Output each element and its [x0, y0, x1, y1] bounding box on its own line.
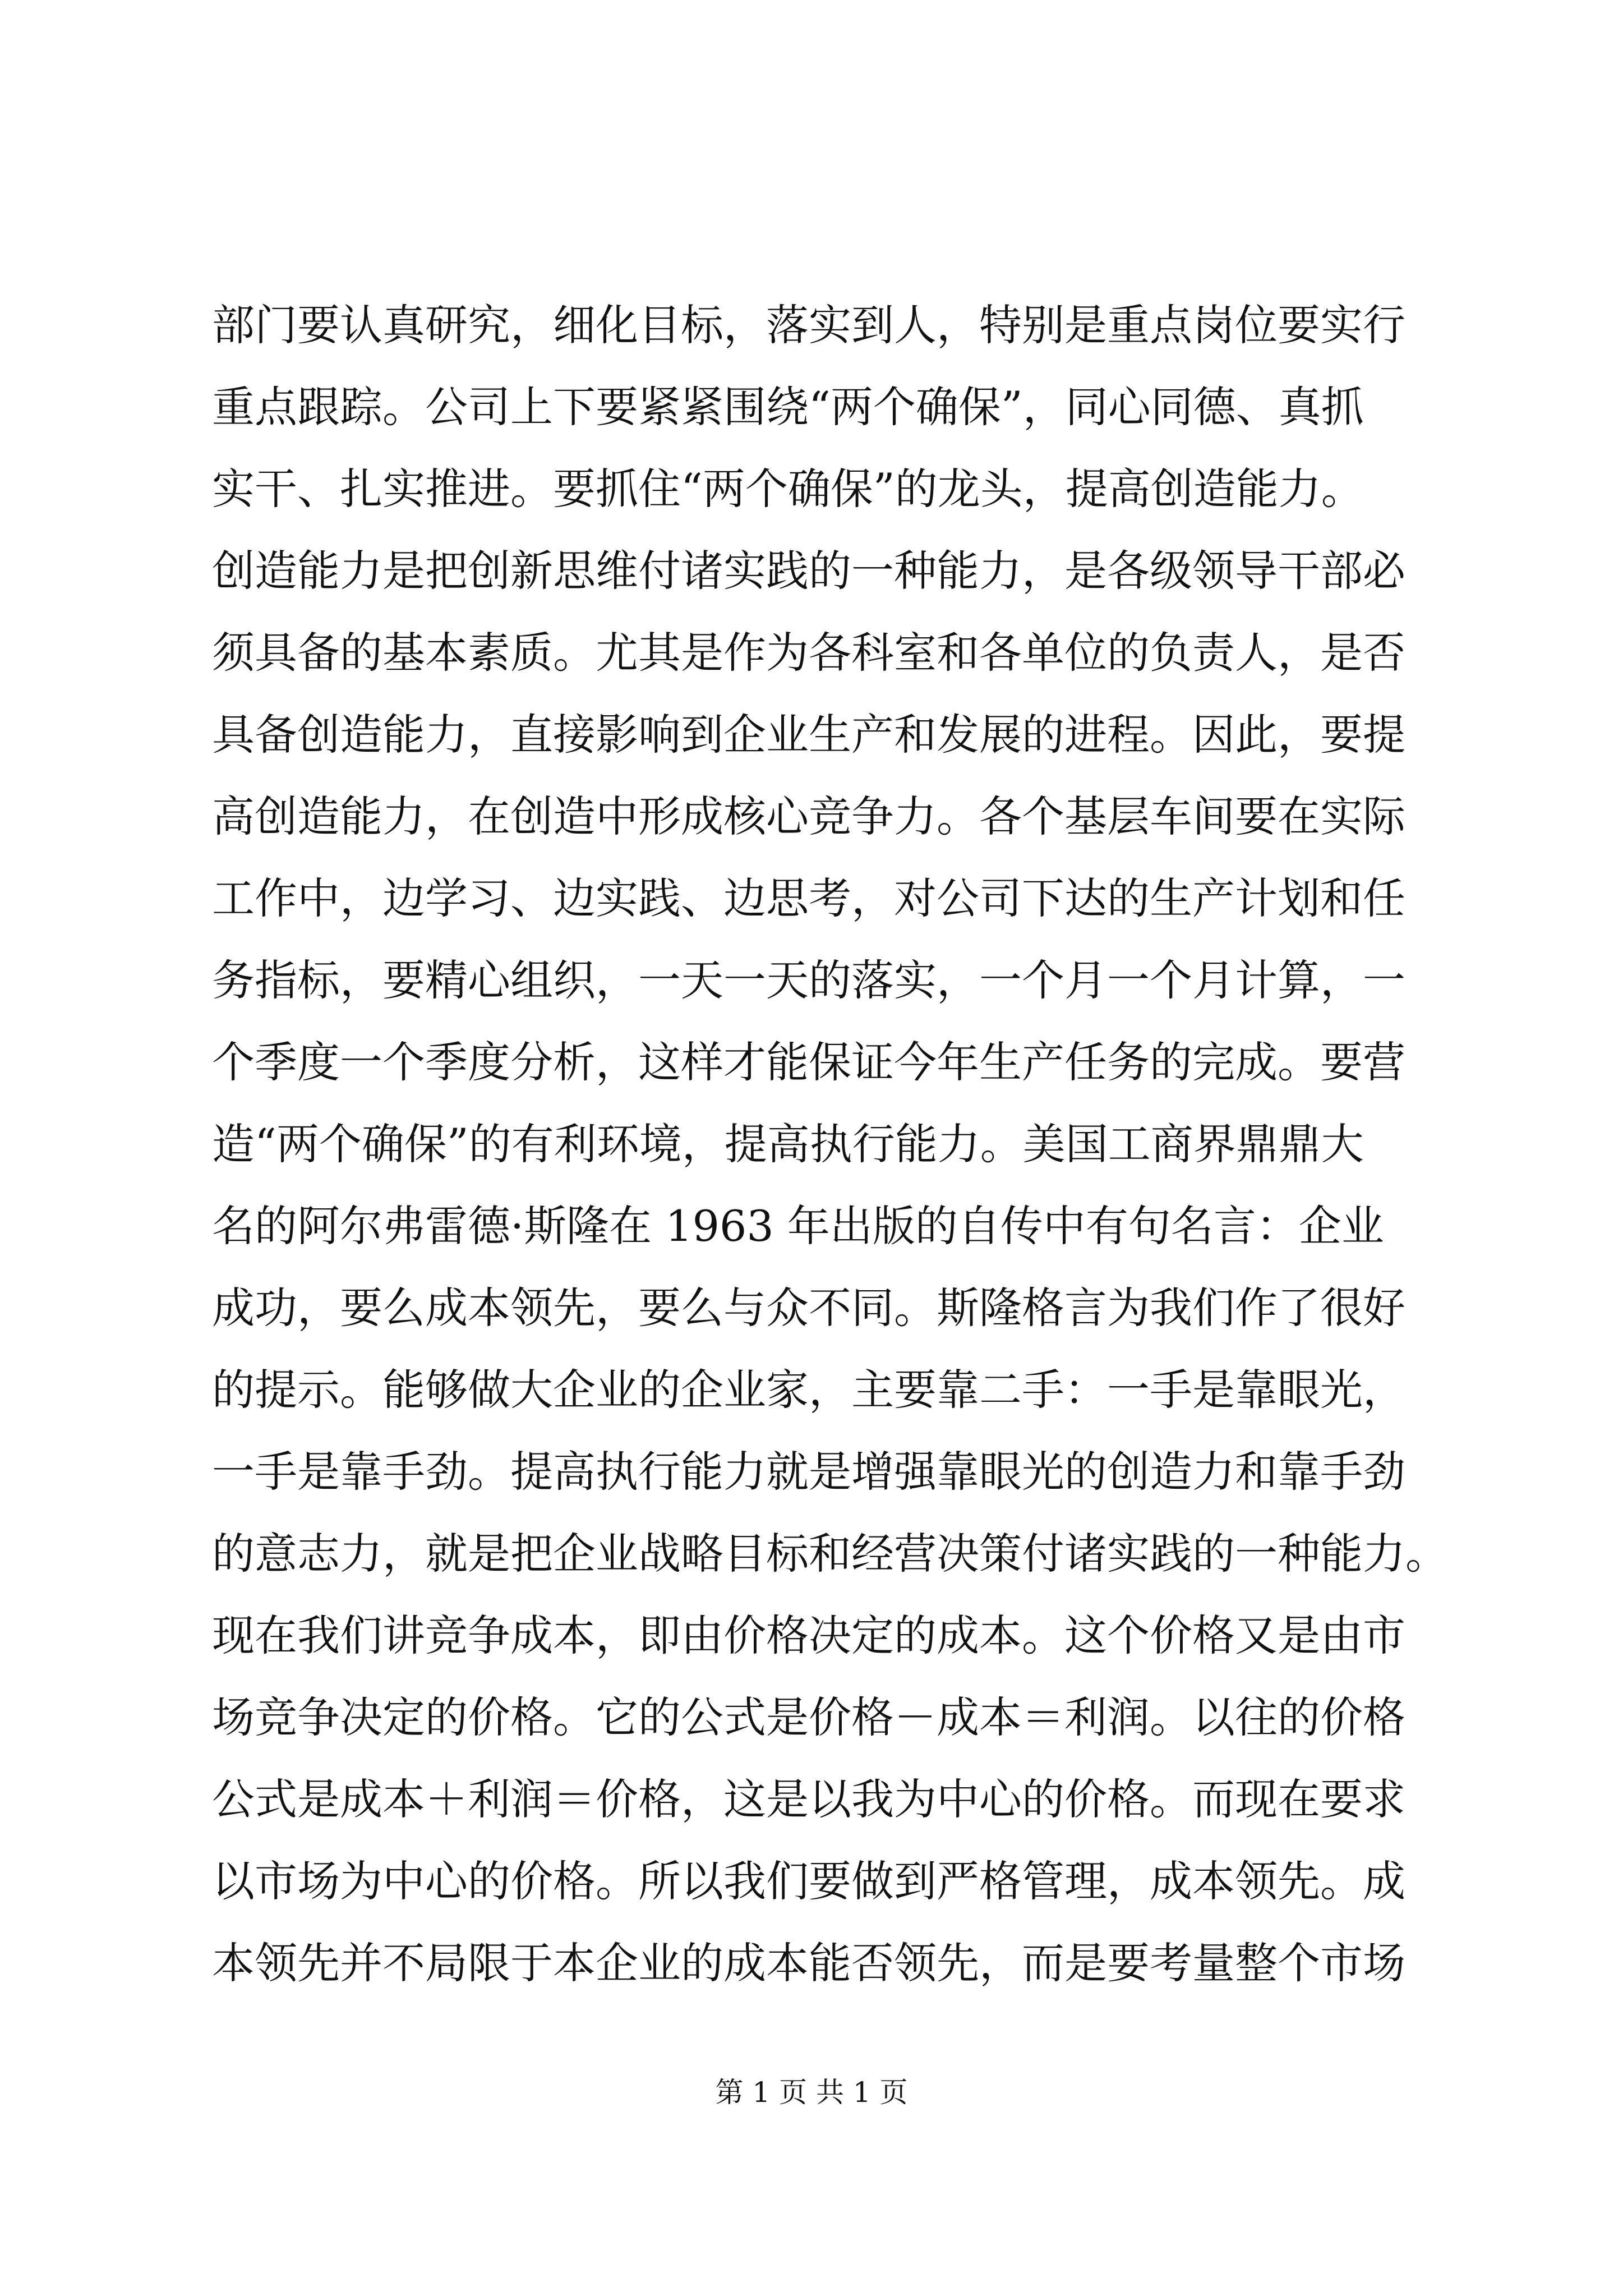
page-footer: 第 1 页 共 1 页: [715, 2076, 908, 2109]
text-line: 务指标，要精心组织，一天一天的落实，一个月一个月计算，一: [212, 955, 1405, 1005]
text-line: 高创造能力，在创造中形成核心竞争力。各个基层车间要在实际: [212, 792, 1405, 841]
text-line: 公式是成本＋利润＝价格，这是以我为中心的价格。而现在要求: [212, 1774, 1405, 1824]
text-line: 实干、扎实推进。要抓住“两个确保”的龙头，提高创造能力。: [212, 464, 1364, 514]
text-line: 成功，要么成本领先，要么与众不同。斯隆格言为我们作了很好: [212, 1283, 1405, 1333]
text-line: 部门要认真研究，细化目标，落实到人，特别是重点岗位要实行: [212, 300, 1405, 350]
text-line: 工作中，边学习、边实践、边思考，对公司下达的生产计划和任: [212, 873, 1405, 923]
text-line: 现在我们讲竞争成本，即由价格决定的成本。这个价格又是由市: [212, 1611, 1405, 1660]
text-line: 一手是靠手劲。提高执行能力就是增强靠眼光的创造力和靠手劲: [212, 1447, 1405, 1497]
text-line: 重点跟踪。公司上下要紧紧围绕“两个确保”，同心同德、真抓: [212, 382, 1364, 432]
text-line: 创造能力是把创新思维付诸实践的一种能力，是各级领导干部必: [212, 546, 1405, 596]
text-line: 场竞争决定的价格。它的公式是价格－成本＝利润。以往的价格: [212, 1692, 1405, 1742]
text-line: 须具备的基本素质。尤其是作为各科室和各单位的负责人，是否: [212, 628, 1405, 678]
text-line: 具备创造能力，直接影响到企业生产和发展的进程。因此，要提: [212, 710, 1405, 760]
text-line: 造“两个确保”的有利环境，提高执行能力。美国工商界鼎鼎大: [212, 1119, 1364, 1169]
text-line: 个季度一个季度分析，这样才能保证今年生产任务的完成。要营: [212, 1037, 1405, 1087]
text-line: 以市场为中心的价格。所以我们要做到严格管理，成本领先。成: [212, 1856, 1405, 1906]
text-line: 的提示。能够做大企业的企业家，主要靠二手：一手是靠眼光，: [212, 1365, 1405, 1415]
text-line: 名的阿尔弗雷德·斯隆在 1963 年出版的自传中有句名言：企业: [212, 1201, 1384, 1251]
text-line: 本领先并不局限于本企业的成本能否领先，而是要考量整个市场: [212, 1938, 1405, 1988]
text-line: 的意志力，就是把企业战略目标和经营决策付诸实践的一种能力。: [212, 1529, 1448, 1579]
